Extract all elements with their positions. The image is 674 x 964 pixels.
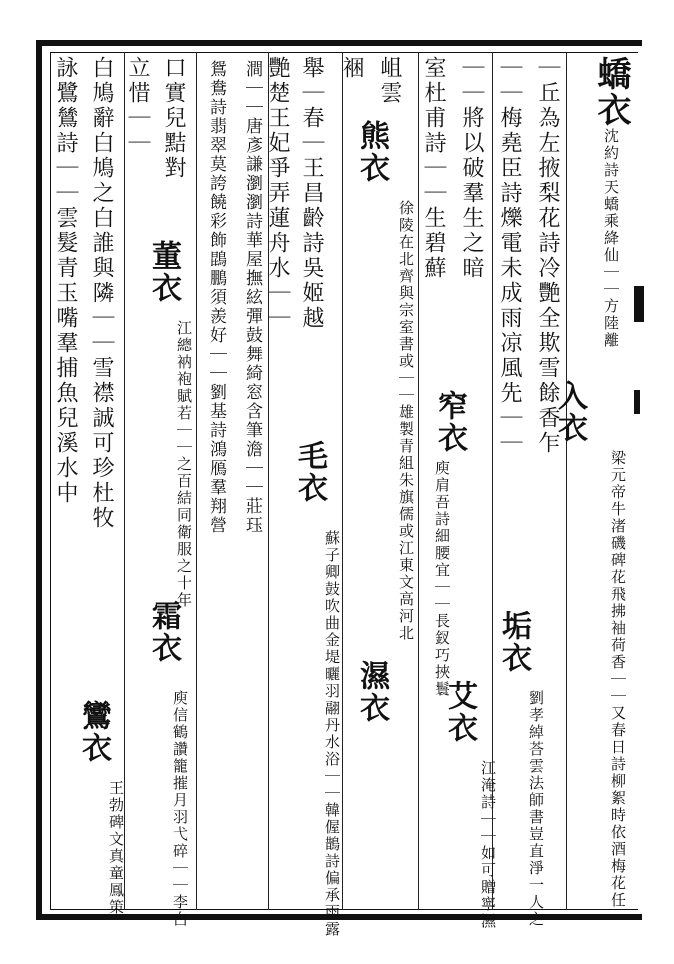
column-9-text: 艷楚王妃爭弄蓮舟水｜｜ [265, 56, 290, 331]
text-column-14 [89, 56, 124, 716]
heading-zhai-yi: 窄衣 [432, 390, 467, 454]
text-column-3-heading [496, 610, 536, 690]
text-column-15 [53, 56, 88, 716]
heading-jiao-yi: 蟜衣 [591, 56, 631, 128]
column-10-text: 澗｜｜唐彥謙瀏瀏詩華屋撫絃彈鼓舞綺窓含筆澹｜｜莊珏 [242, 60, 262, 535]
column-11-text: 鴛鴦詩翡翠莫誇饒彩飾鵾鵬須羨好｜｜劉基詩鴻鴈羣翔營 [206, 60, 226, 535]
text-column-5-heading [432, 390, 472, 470]
column-6-text: 岨雲 [377, 56, 402, 106]
text-column-11 [202, 60, 230, 900]
text-column-5-note [430, 460, 454, 698]
note-xiong-yi: 徐陵在北齊與宗室書或｜｜雄製青組朱旗儒或江東文高河北 [397, 200, 415, 642]
text-column-1b [552, 380, 592, 900]
heading-ai-yi: 艾衣 [442, 680, 477, 744]
note-jiao-yi: 沈約詩天蟜乘絳仙｜｜方陸離 [602, 128, 620, 349]
text-column-3-note [524, 690, 548, 928]
note-mao-yi: 蘇子卿鼓吹曲金堤曬羽翮丹水浴｜｜韓偓鵲詩偏承雨露 [323, 530, 341, 938]
text-column-6-note [394, 200, 418, 900]
text-column-5 [422, 56, 456, 386]
note-ai-yi: 江淹詩｜｜如可贈寧濕 [479, 760, 497, 930]
text-column-12 [160, 56, 196, 256]
heading-shi-yi: 濕衣 [354, 660, 389, 724]
column-14-text: 白鳩辭白鳩之白誰與隣｜｜雪襟誠可珍杜牧 [89, 56, 114, 531]
note-ru-yi: 梁元帝牛渚磯碑花飛拂袖荷香｜｜又春日詩柳絮時依酒梅花任 [609, 450, 627, 909]
text-column-4 [460, 56, 494, 386]
column-15-text: 詠鷺鷥詩｜｜雲髮青玉嘴羣捕魚兒溪水中 [53, 56, 78, 506]
column-13-text: 立惜｜｜ [125, 56, 150, 156]
note-shuang-yi: 庾信鶴讚籠摧月羽弋碎｜｜李白 [171, 690, 189, 928]
text-column-4-note [476, 760, 500, 930]
column-12-text: 口實兒黠對 [161, 56, 186, 181]
heading-mao-yi: 毛衣 [292, 440, 327, 504]
text-column-14-note [104, 780, 128, 916]
heading-dong-yi: 董衣 [146, 240, 181, 304]
column-4-text: ｜｜將以破羣生之暗 [459, 56, 484, 281]
note-dong-yi: 江總衲袍賦若｜｜之百結同衛服之十年 [175, 320, 193, 609]
text-column-8-note [320, 530, 344, 938]
column-rule [196, 52, 197, 910]
heading-gou-yi: 垢衣 [496, 610, 531, 674]
edge-tab-mark-small [634, 390, 640, 414]
note-zhai-yi: 庾肩吾詩細腰宜｜｜長釵巧挾鬟 [433, 460, 451, 698]
text-column-shi-heading [354, 660, 394, 740]
column-7-text: 裍 [339, 56, 364, 81]
text-column-9 [265, 56, 300, 436]
heading-ru-yi: 入衣 [552, 380, 587, 444]
note-luan-yi: 王勃碑文真童鳳策 [107, 780, 125, 916]
column-3-text: ｜｜梅堯臣詩爍電未成雨凉風先｜｜ [497, 56, 522, 456]
column-5-text: 室杜甫詩｜｜生碧蘚 [421, 56, 446, 281]
column-8-text: 舉｜春｜王昌齡詩吳姬越 [299, 56, 324, 331]
edge-tab-mark [634, 286, 644, 322]
text-column-6-heading [354, 120, 394, 210]
note-gou-yi: 劉孝綽荅雲法師書豈直淨一人之 [527, 690, 545, 928]
text-column-8 [298, 56, 334, 436]
heading-luan-yi: 鸞衣 [76, 700, 111, 764]
text-column-8-heading [292, 440, 332, 530]
column-2-text: ｜丘為左掖梨花詩冷艷全欺雪餘香乍 [535, 56, 560, 456]
text-column-12-note [172, 320, 196, 620]
heading-shuang-yi: 霜衣 [146, 600, 181, 664]
text-column-12-heading-2 [146, 600, 186, 690]
text-column-12-note-2 [168, 690, 192, 928]
heading-xiong-yi: 熊衣 [354, 120, 389, 184]
text-column-10 [238, 60, 266, 900]
text-column-13 [125, 56, 160, 256]
text-column-3 [497, 56, 532, 616]
text-column-2-note [606, 450, 630, 909]
text-column-7 [339, 56, 374, 116]
